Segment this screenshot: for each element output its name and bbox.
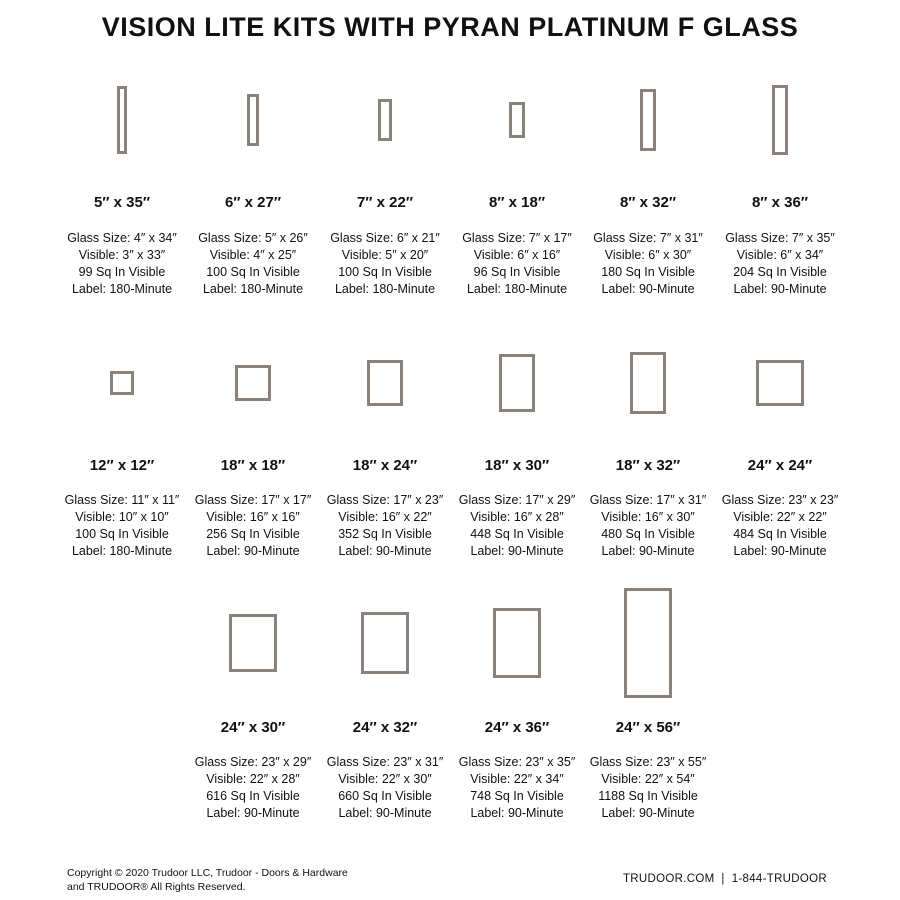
spec-glass: Glass Size: 5″ x 26″ (198, 231, 308, 245)
spec-label: Label: 180-Minute (71, 544, 173, 558)
kit-specs (447, 754, 587, 822)
spec-sqin: 616 Sq In Visible (206, 789, 300, 803)
spec-visible: Visible: 16″ x 16″ (206, 510, 300, 524)
vision-lite-frame (117, 86, 127, 154)
contact-info: TRUDOOR.COM | 1-844-TRUDOOR (622, 873, 827, 885)
copyright-line-2: and TRUDOOR® All Rights Reserved. (67, 881, 246, 893)
spec-glass: Glass Size: 17″ x 29″ (458, 493, 576, 507)
spec-sqin: 99 Sq In Visible (78, 265, 166, 279)
kit-size-label: 18″ x 18″ (220, 457, 286, 474)
spec-glass: Glass Size: 17″ x 23″ (326, 493, 444, 507)
kit-specs (710, 492, 850, 560)
copyright (67, 866, 348, 894)
spec-visible: Visible: 22″ x 34″ (470, 772, 564, 786)
vision-lite-frame (756, 360, 804, 407)
spec-visible: Visible: 4″ x 25″ (209, 248, 297, 262)
spec-label: Label: 180-Minute (71, 282, 173, 296)
kit-size-label: 24″ x 56″ (615, 719, 681, 736)
spec-visible: Visible: 22″ x 54″ (601, 772, 695, 786)
spec-sqin: 1188 Sq In Visible (598, 789, 698, 803)
vision-lite-frame (110, 371, 134, 394)
vision-lite-frame (361, 612, 409, 674)
kit-size-label: 8″ x 36″ (751, 194, 809, 211)
spec-sqin: 96 Sq In Visible (473, 265, 561, 279)
kit-size-label: 8″ x 18″ (488, 194, 546, 211)
vision-lite-frame (229, 614, 277, 673)
spec-glass: Glass Size: 23″ x 35″ (458, 755, 576, 769)
spec-sqin: 484 Sq In Visible (733, 527, 827, 541)
kit-specs (447, 492, 587, 560)
kit-specs (52, 492, 192, 560)
spec-sqin: 748 Sq In Visible (470, 789, 564, 803)
spec-glass: Glass Size: 23″ x 29″ (194, 755, 312, 769)
spec-sqin: 204 Sq In Visible (733, 265, 827, 279)
spec-glass: Glass Size: 7″ x 17″ (462, 231, 572, 245)
spec-label: Label: 90-Minute (206, 544, 300, 558)
spec-glass: Glass Size: 23″ x 55″ (589, 755, 707, 769)
spec-visible: Visible: 6″ x 34″ (736, 248, 824, 262)
spec-label: Label: 180-Minute (466, 282, 568, 296)
kit-specs (315, 230, 455, 298)
vision-lite-frame (499, 354, 535, 413)
spec-visible: Visible: 6″ x 30″ (604, 248, 692, 262)
spec-sqin: 480 Sq In Visible (601, 527, 695, 541)
kit-specs (315, 492, 455, 560)
kit-size-label: 24″ x 32″ (352, 719, 418, 736)
spec-glass: Glass Size: 23″ x 31″ (326, 755, 444, 769)
kit-size-label: 18″ x 24″ (352, 457, 418, 474)
spec-sqin: 352 Sq In Visible (338, 527, 432, 541)
spec-sqin: 660 Sq In Visible (338, 789, 432, 803)
kit-size-label: 18″ x 32″ (615, 457, 681, 474)
kit-size-label: 24″ x 30″ (220, 719, 286, 736)
spec-sqin: 448 Sq In Visible (470, 527, 564, 541)
kit-size-label: 6″ x 27″ (224, 194, 282, 211)
kit-specs (315, 754, 455, 822)
kit-size-label: 7″ x 22″ (356, 194, 414, 211)
spec-glass: Glass Size: 4″ x 34″ (67, 231, 177, 245)
kit-specs (183, 492, 323, 560)
spec-label: Label: 90-Minute (733, 544, 827, 558)
spec-glass: Glass Size: 17″ x 17″ (194, 493, 312, 507)
spec-label: Label: 180-Minute (334, 282, 436, 296)
page-title: VISION LITE KITS WITH PYRAN PLATINUM F GLASS (101, 12, 799, 42)
vision-lite-frame (247, 94, 259, 147)
kit-specs (578, 230, 718, 298)
spec-sqin: 100 Sq In Visible (338, 265, 432, 279)
vision-lite-frame (509, 102, 525, 137)
spec-label: Label: 90-Minute (733, 282, 827, 296)
kit-size-label: 12″ x 12″ (89, 457, 155, 474)
spec-sqin: 180 Sq In Visible (601, 265, 695, 279)
vision-lite-frame (235, 365, 271, 400)
vision-lite-frame (624, 588, 672, 697)
spec-label: Label: 90-Minute (470, 806, 564, 820)
kit-specs (710, 230, 850, 298)
spec-visible: Visible: 22″ x 22″ (733, 510, 827, 524)
spec-label: Label: 90-Minute (338, 806, 432, 820)
spec-glass: Glass Size: 6″ x 21″ (330, 231, 440, 245)
kit-specs (183, 754, 323, 822)
kit-size-label: 8″ x 32″ (619, 194, 677, 211)
spec-sqin: 100 Sq In Visible (206, 265, 300, 279)
vision-lite-frame (493, 608, 541, 678)
spec-sqin: 256 Sq In Visible (206, 527, 300, 541)
kit-specs (578, 754, 718, 822)
spec-label: Label: 90-Minute (470, 544, 564, 558)
spec-label: Label: 90-Minute (601, 282, 695, 296)
spec-glass: Glass Size: 11″ x 11″ (64, 493, 180, 507)
kit-size-label: 18″ x 30″ (484, 457, 550, 474)
spec-sqin: 100 Sq In Visible (75, 527, 169, 541)
spec-visible: Visible: 10″ x 10″ (75, 510, 169, 524)
spec-visible: Visible: 16″ x 22″ (338, 510, 432, 524)
kit-specs (447, 230, 587, 298)
spec-label: Label: 90-Minute (601, 544, 695, 558)
spec-label: Label: 90-Minute (206, 806, 300, 820)
spec-glass: Glass Size: 7″ x 35″ (725, 231, 835, 245)
vision-lite-frame (772, 85, 788, 155)
spec-visible: Visible: 6″ x 16″ (473, 248, 561, 262)
kit-specs (578, 492, 718, 560)
spec-visible: Visible: 3″ x 33″ (78, 248, 166, 262)
kit-size-label: 5″ x 35″ (93, 194, 151, 211)
kit-size-label: 24″ x 24″ (747, 457, 813, 474)
spec-label: Label: 180-Minute (202, 282, 304, 296)
spec-label: Label: 90-Minute (338, 544, 432, 558)
spec-visible: Visible: 16″ x 28″ (470, 510, 564, 524)
kit-specs (183, 230, 323, 298)
kit-size-label: 24″ x 36″ (484, 719, 550, 736)
vision-lite-frame (640, 89, 656, 151)
vision-lite-frame (378, 99, 392, 142)
vision-lite-frame (367, 360, 403, 407)
spec-label: Label: 90-Minute (601, 806, 695, 820)
vision-lite-frame (630, 352, 666, 414)
spec-visible: Visible: 22″ x 28″ (206, 772, 300, 786)
spec-glass: Glass Size: 7″ x 31″ (593, 231, 703, 245)
spec-glass: Glass Size: 23″ x 23″ (721, 493, 839, 507)
spec-visible: Visible: 16″ x 30″ (601, 510, 695, 524)
spec-visible: Visible: 5″ x 20″ (341, 248, 429, 262)
spec-visible: Visible: 22″ x 30″ (338, 772, 432, 786)
kit-specs (52, 230, 192, 298)
spec-glass: Glass Size: 17″ x 31″ (589, 493, 707, 507)
copyright-line-1: Copyright © 2020 Trudoor LLC, Trudoor - Doors & Hardware (67, 867, 348, 879)
